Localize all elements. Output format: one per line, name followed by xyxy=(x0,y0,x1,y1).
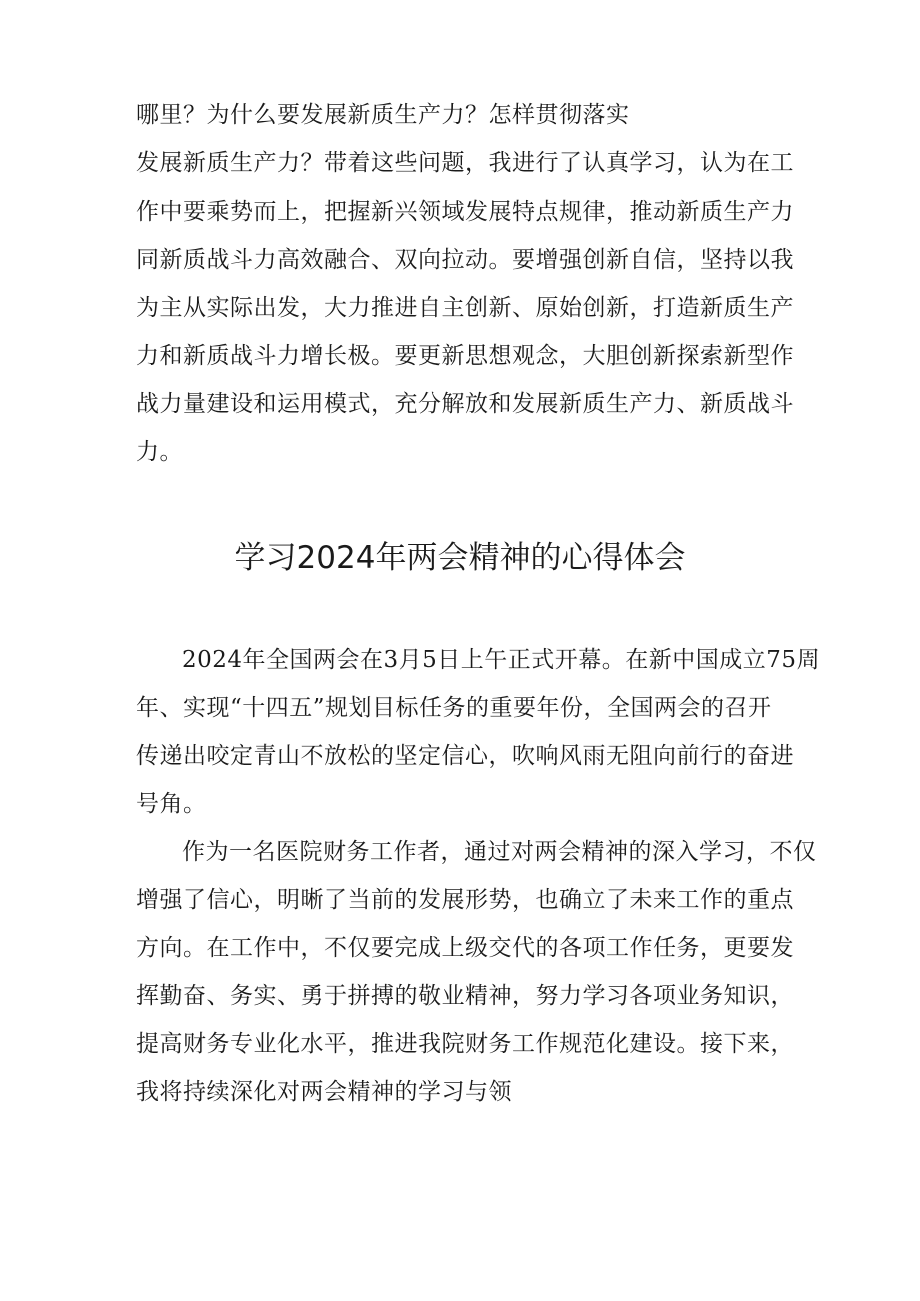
paragraph-line: 传递出咬定青山不放松的坚定信心，吹响风雨无阻向前行的奋进 xyxy=(136,743,794,769)
text-line: 为主从实际出发，大力推进自主创新、原始创新，打造新质生产 xyxy=(136,295,794,321)
paragraph-line: 方向。在工作中，不仅要完成上级交代的各项工作任务，更要发 xyxy=(136,935,794,961)
text-line: 战力量建设和运用模式，充分解放和发展新质生产力、新质战斗 xyxy=(136,391,794,417)
paragraph-line: 增强了信心，明晰了当前的发展形势，也确立了未来工作的重点 xyxy=(136,887,794,913)
article-title: 学习2024年两会精神的心得体会 xyxy=(234,540,686,576)
text-line: 发展新质生产力？带着这些问题，我进行了认真学习，认为在工 xyxy=(136,150,794,176)
paragraph-line: 年、实现“十四五”规划目标任务的重要年份，全国两会的召开 xyxy=(136,695,772,721)
paragraph-line: 号角。 xyxy=(136,791,207,817)
text-line: 同新质战斗力高效融合、双向拉动。要增强创新自信，坚持以我 xyxy=(136,247,794,273)
text-line: 作中要乘势而上，把握新兴领域发展特点规律，推动新质生产力 xyxy=(136,199,794,225)
paragraph-line: 提高财务专业化水平，推进我院财务工作规范化建设。接下来， xyxy=(136,1031,794,1057)
paragraph-line: 我将持续深化对两会精神的学习与领 xyxy=(136,1079,512,1105)
paragraph-line: 挥勤奋、务实、勇于拼搏的敬业精神，努力学习各项业务知识， xyxy=(136,983,794,1009)
paragraph-line: 作为一名医院财务工作者，通过对两会精神的深入学习，不仅 xyxy=(182,839,817,865)
paragraph-line: 2024年全国两会在3月5日上午正式开幕。在新中国成立75周 xyxy=(182,647,821,673)
text-line: 力和新质战斗力增长极。要更新思想观念，大胆创新探索新型作 xyxy=(136,343,794,369)
text-line: 力。 xyxy=(136,439,183,465)
text-line: 哪里？为什么要发展新质生产力？怎样贯彻落实 xyxy=(136,102,630,128)
